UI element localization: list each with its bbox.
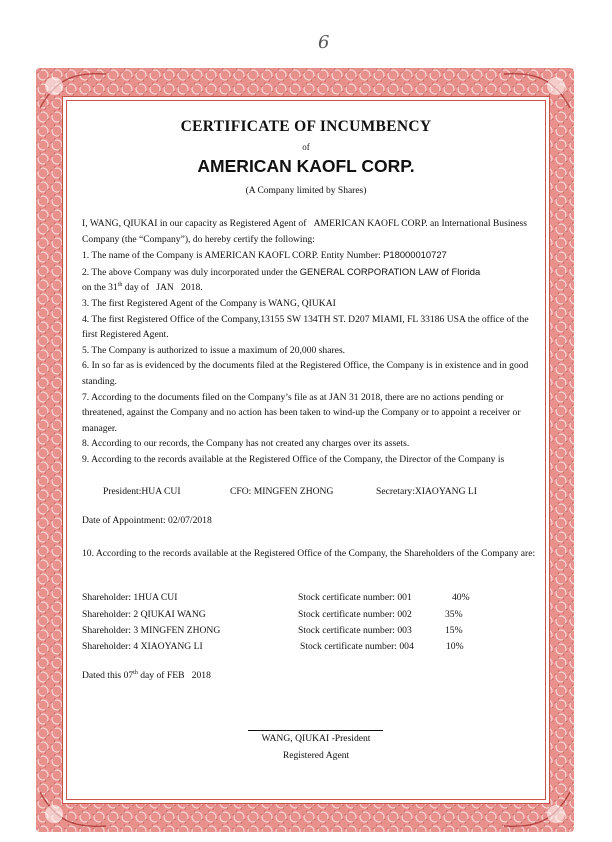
share-percent: 40%	[452, 592, 470, 603]
intro-text-1: I, WANG, QIUKAI in our capacity as Registered Agent of	[82, 218, 307, 229]
dated-sup: th	[133, 670, 138, 676]
stock-certificate: Stock certificate number: 002	[298, 609, 412, 620]
shareholder-name: Shareholder: 2 QIUKAI WANG	[82, 609, 206, 620]
officer-cfo: CFO: MINGFEN ZHONG	[230, 486, 334, 497]
stock-certificate: Stock certificate number: 001	[298, 592, 412, 603]
item-8: 8. According to our records, the Company has not created any charges over its assets.	[82, 438, 410, 450]
dated-year: 2018	[191, 670, 211, 681]
signatory-name: WANG, QIUKAI -President	[261, 733, 371, 744]
share-percent: 10%	[446, 641, 464, 652]
dated-text: Dated this 07	[82, 670, 134, 681]
officer-president: President:HUA CUI	[103, 486, 181, 497]
shareholder-row	[82, 609, 542, 623]
item-2-year: 2018.	[181, 282, 203, 294]
item-2-date: on the 31	[82, 282, 118, 294]
item-2-sup: th	[117, 282, 123, 289]
shareholder-name: Shareholder: 4 XIAOYANG LI	[82, 641, 203, 652]
entity-number: P18000010727	[383, 249, 447, 261]
certificate-title: CERTIFICATE OF INCUMBENCY	[180, 118, 432, 135]
item-2-text: 2. The above Company was duly incorporated under the	[82, 266, 298, 278]
item-9: 9. According to the records available at the Registered Office of the Company, the Director of the Company is	[82, 453, 505, 465]
intro-company: AMERICAN KAOFL CORP.	[313, 218, 428, 229]
dated-month: day of FEB	[140, 670, 185, 681]
shareholder-name: Shareholder: 3 MINGFEN ZHONG	[82, 625, 221, 636]
page-number: 6	[318, 32, 330, 53]
signature-line	[248, 730, 383, 731]
shareholder-name: Shareholder: 1HUA CUI	[82, 592, 178, 603]
item-3: 3. The first Registered Agent of the Company is WANG, QIUKAI	[82, 297, 336, 309]
appointment-date: Date of Appointment: 02/07/2018	[82, 515, 212, 526]
signatory-role: Registered Agent	[282, 750, 350, 761]
stock-certificate: Stock certificate number: 004	[300, 641, 414, 652]
item-7: 7. According to the documents filed on the Company’s file as at JAN 31 2018, there are no actions pending or threatened, against the Company and no action has been taken to wind-up the Company or to appoint a receiver or manager.	[82, 391, 521, 434]
intro-text-2: an International Business Company (the “Company”), do hereby certify the following:	[82, 218, 528, 245]
item-2-law: GENERAL CORPORATION LAW of Florida	[299, 265, 481, 277]
certificate-body	[82, 216, 544, 468]
item-10: 10. According to the records available at the Registered Office of the Company, the Shareholders of the Company are:	[82, 548, 536, 559]
item-2	[82, 264, 544, 296]
company-name: AMERICAN KAOFL CORP.	[197, 156, 415, 176]
item-4: 4. The first Registered Office of the Company,13155 SW 134TH ST. D207 MIAMI, FL 33186 USA the office of the first Registered Agent.	[82, 313, 529, 341]
share-percent: 35%	[445, 609, 463, 620]
item-1	[82, 247, 544, 264]
shareholder-row	[82, 592, 542, 606]
item-6: 6. In so far as is evidenced by the documents filed at the Registered Office, the Company is in existence and in good standing.	[82, 360, 529, 387]
shareholder-row	[82, 641, 542, 655]
intro-paragraph	[82, 216, 544, 247]
item-2-dayof: day of	[124, 282, 150, 294]
item-2-month: JAN	[156, 282, 174, 294]
share-percent: 15%	[445, 625, 463, 636]
officer-secretary: Secretary:XIAOYANG LI	[376, 486, 477, 497]
item-5: 5. The Company is authorized to issue a maximum of 20,000 shares.	[82, 344, 346, 356]
item-1-text: 1. The name of the Company is AMERICAN KAOFL CORP. Entity Number:	[82, 250, 381, 262]
stock-certificate: Stock certificate number: 003	[298, 625, 412, 636]
dated-line	[82, 670, 211, 681]
company-subtitle: (A Company limited by Shares)	[245, 186, 367, 196]
shareholder-row	[82, 625, 542, 639]
title-of: of	[302, 142, 310, 152]
